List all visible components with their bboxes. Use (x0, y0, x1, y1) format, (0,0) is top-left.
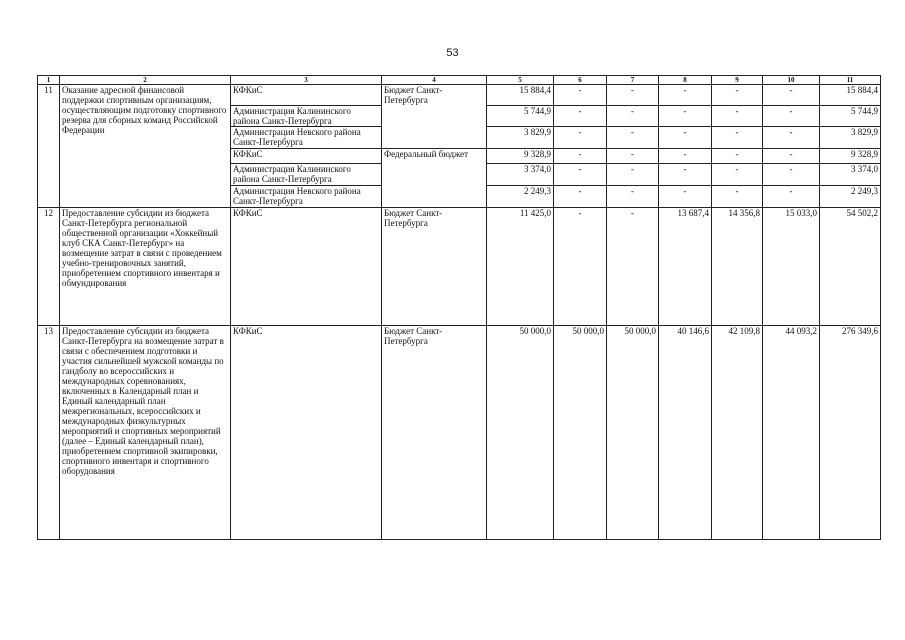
page-number: 53 (446, 47, 459, 59)
header-cell: 7 (607, 76, 659, 85)
value-cell: - (659, 85, 712, 106)
header-cell: 6 (554, 76, 607, 85)
executor-cell: КФКиС (231, 208, 382, 326)
value-cell: - (607, 106, 659, 127)
total-cell: 276 349,6 (820, 326, 881, 540)
value-cell: - (607, 85, 659, 106)
table-row (38, 85, 881, 106)
header-cell: 11 (820, 76, 881, 85)
value-cell: - (712, 85, 763, 106)
value-cell: 40 146,6 (659, 326, 712, 540)
value-cell: 50 000,0 (554, 326, 607, 540)
value-cell: 2 249,3 (487, 186, 554, 208)
funding-source: Бюджет Санкт-Петербурга (382, 85, 487, 149)
executor-cell: КФКиС (231, 149, 382, 164)
value-cell: 42 109,8 (712, 326, 763, 540)
header-cell: 5 (487, 76, 554, 85)
value-cell: - (659, 186, 712, 208)
measure-name: Предоставление субсидии из бюджета Санкт-Петербурга на возмещение затрат в связи с обеспечением подготовки и участия сильнейшей мужской команды по гандболу во всероссийских и международных соревнованиях, включенных в Календарный план и Единый календарный план межрегиональных, всероссийских и международных физкультурных мероприятий и спортивных мероприятий (далее – Единый календарный план), приобретением спортивной экипировки, спортивного инвентаря и спортивного оборудования (60, 326, 231, 540)
value-cell: - (763, 149, 820, 164)
value-cell: - (554, 85, 607, 106)
executor-cell: КФКиС (231, 85, 382, 106)
value-cell: - (554, 186, 607, 208)
value-cell: - (659, 164, 712, 186)
measure-name: Оказание адресной финансовой поддержки спортивным организациям, осуществляющим подготовку спортивного резерва для сборных команд Российской Федерации (60, 85, 231, 208)
value-cell: - (554, 127, 607, 149)
total-cell: 2 249,3 (820, 186, 881, 208)
total-cell: 3 374,0 (820, 164, 881, 186)
value-cell: - (712, 164, 763, 186)
value-cell: - (607, 149, 659, 164)
value-cell: - (763, 127, 820, 149)
table-row (38, 326, 881, 540)
value-cell: - (712, 127, 763, 149)
value-cell: 15 884,4 (487, 85, 554, 106)
value-cell: 3 829,9 (487, 127, 554, 149)
value-cell: - (763, 85, 820, 106)
table-row (38, 208, 881, 326)
value-cell: - (554, 208, 607, 326)
value-cell: - (712, 106, 763, 127)
executor-cell: Администрация Невского района Санкт-Петербурга (231, 186, 382, 208)
header-row (38, 76, 881, 85)
value-cell: - (554, 106, 607, 127)
value-cell: 15 033,0 (763, 208, 820, 326)
budget-table (37, 75, 881, 540)
value-cell: - (607, 164, 659, 186)
value-cell: 50 000,0 (487, 326, 554, 540)
header-cell: 4 (382, 76, 487, 85)
value-cell: - (659, 106, 712, 127)
value-cell: 13 687,4 (659, 208, 712, 326)
header-cell: 2 (60, 76, 231, 85)
total-cell: 9 328,9 (820, 149, 881, 164)
value-cell: - (763, 186, 820, 208)
value-cell: - (607, 186, 659, 208)
value-cell: - (554, 149, 607, 164)
value-cell: 50 000,0 (607, 326, 659, 540)
total-cell: 15 884,4 (820, 85, 881, 106)
value-cell: 5 744,9 (487, 106, 554, 127)
value-cell: 3 374,0 (487, 164, 554, 186)
header-cell: 8 (659, 76, 712, 85)
value-cell: 44 093,2 (763, 326, 820, 540)
funding-source: Бюджет Санкт-Петербурга (382, 208, 487, 326)
value-cell: 11 425,0 (487, 208, 554, 326)
total-cell: 3 829,9 (820, 127, 881, 149)
value-cell: - (659, 127, 712, 149)
executor-cell: Администрация Калининского района Санкт-Петербурга (231, 164, 382, 186)
funding-source: Бюджет Санкт-Петербурга (382, 326, 487, 540)
value-cell: - (659, 149, 712, 164)
value-cell: - (607, 208, 659, 326)
executor-cell: КФКиС (231, 326, 382, 540)
value-cell: 14 356,8 (712, 208, 763, 326)
header-cell: 9 (712, 76, 763, 85)
total-cell: 5 744,9 (820, 106, 881, 127)
value-cell: - (712, 186, 763, 208)
value-cell: - (763, 106, 820, 127)
executor-cell: Администрация Невского района Санкт-Петербурга (231, 127, 382, 149)
value-cell: - (554, 164, 607, 186)
value-cell: 9 328,9 (487, 149, 554, 164)
executor-cell: Администрация Калининского района Санкт-Петербурга (231, 106, 382, 127)
row-number: 13 (38, 326, 60, 540)
value-cell: - (763, 164, 820, 186)
header-cell: 3 (231, 76, 382, 85)
value-cell: - (607, 127, 659, 149)
measure-name: Предоставление субсидии из бюджета Санкт-Петербурга региональной общественной организации «Хоккейный клуб СКА Санкт-Петербург» на возмещение затрат в связи с проведением учебно-тренировочных занятий, приобретением спортивного инвентаря и обмундирования (60, 208, 231, 326)
header-cell: 10 (763, 76, 820, 85)
funding-source: Федеральный бюджет (382, 149, 487, 208)
row-number: 11 (38, 85, 60, 208)
total-cell: 54 502,2 (820, 208, 881, 326)
row-number: 12 (38, 208, 60, 326)
header-cell: 1 (38, 76, 60, 85)
value-cell: - (712, 149, 763, 164)
